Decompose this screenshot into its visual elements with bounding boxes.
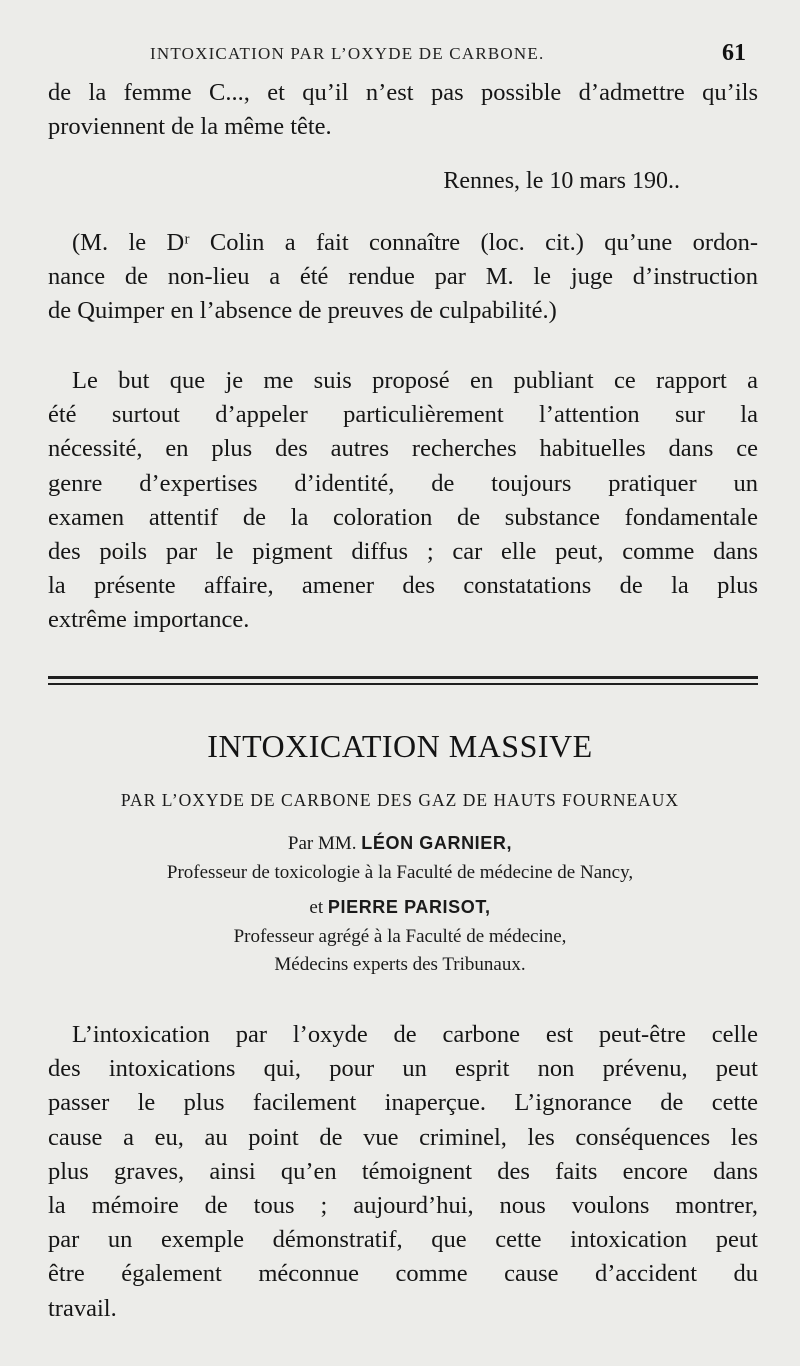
byline bbox=[0, 833, 800, 855]
article-title: INTOXICATION MASSIVE bbox=[207, 728, 593, 764]
text-line: des intoxications qui, pour un esprit non prévenu, peut bbox=[48, 1055, 758, 1083]
text-line: extrême importance. bbox=[48, 606, 250, 634]
text-line: la présente affaire, amener des constatations de la plus bbox=[48, 572, 758, 600]
author-affiliation: Médecins experts des Tribunaux. bbox=[274, 954, 526, 975]
text-line: genre d’expertises d’identité, de toujours pratiquer un bbox=[48, 469, 758, 497]
text-line: plus graves, ainsi qu’en témoignent des faits encore dans bbox=[48, 1157, 758, 1185]
text-line: proviennent de la même tête. bbox=[48, 113, 332, 141]
text-line: être également méconnue comme cause d’accident du bbox=[48, 1260, 758, 1288]
byline-prefix: Par MM. bbox=[287, 833, 357, 854]
text-line: passer le plus facilement inaperçue. L’ignorance de cette bbox=[48, 1089, 758, 1117]
running-title: INTOXICATION PAR L’OXYDE DE CARBONE. bbox=[150, 44, 545, 63]
page-number: 61 bbox=[722, 40, 746, 66]
author-name: LÉON GARNIER, bbox=[361, 833, 513, 853]
text-line: la mémoire de tous ; aujourd’hui, nous voulons montrer, bbox=[48, 1192, 758, 1220]
text-line: examen attentif de la coloration de substance fondamentale bbox=[48, 503, 758, 531]
article-subtitle: PAR L’OXYDE DE CARBONE DES GAZ DE HAUTS FOURNEAUX bbox=[120, 790, 680, 810]
author-name: PIERRE PARISOT, bbox=[327, 897, 491, 917]
running-head bbox=[0, 40, 800, 66]
author-affiliation: Professeur agrégé à la Faculté de médecine, bbox=[233, 926, 567, 947]
byline-prefix: et bbox=[309, 897, 324, 918]
text-line: de la femme C..., et qu’il n’est pas possible d’admettre qu’ils bbox=[48, 79, 758, 106]
dateline: Rennes, le 10 mars 190.. bbox=[443, 168, 680, 194]
paragraph-continuation bbox=[48, 76, 758, 144]
section-rule-thin bbox=[48, 683, 758, 685]
author-affiliation: Professeur de toxicologie à la Faculté de médecine de Nancy, bbox=[166, 862, 634, 883]
text-line: été surtout d’appeler particulièrement l’attention sur la bbox=[48, 401, 758, 429]
text-line: Le but que je me suis proposé en publiant ce rapport a bbox=[72, 367, 758, 394]
text-line: cause a eu, au point de vue criminel, les conséquences les bbox=[48, 1123, 758, 1151]
section-rule-thick bbox=[48, 676, 758, 679]
text-line: nécessité, en plus des autres recherches habituelles dans ce bbox=[48, 435, 758, 463]
editor-note-paragraph bbox=[48, 226, 758, 329]
text-line: nance de non-lieu a été rendue par M. le juge d’instruction bbox=[48, 263, 758, 291]
text-line: des poils par le pigment diffus ; car elle peut, comme dans bbox=[48, 538, 758, 566]
text-line: travail. bbox=[48, 1294, 117, 1322]
text-line: par un exemple démonstratif, que cette intoxication peut bbox=[48, 1226, 758, 1254]
conclusion-paragraph bbox=[48, 364, 758, 638]
text-line: L’intoxication par l’oxyde de carbone est peut-être celle bbox=[72, 1021, 758, 1048]
text-line: (M. le Dʳ Colin a fait connaître (loc. cit.) qu’une ordon- bbox=[72, 229, 758, 256]
article-intro-paragraph bbox=[48, 1018, 758, 1326]
byline bbox=[0, 897, 800, 919]
text-line: de Quimper en l’absence de preuves de culpabilité.) bbox=[48, 297, 557, 325]
